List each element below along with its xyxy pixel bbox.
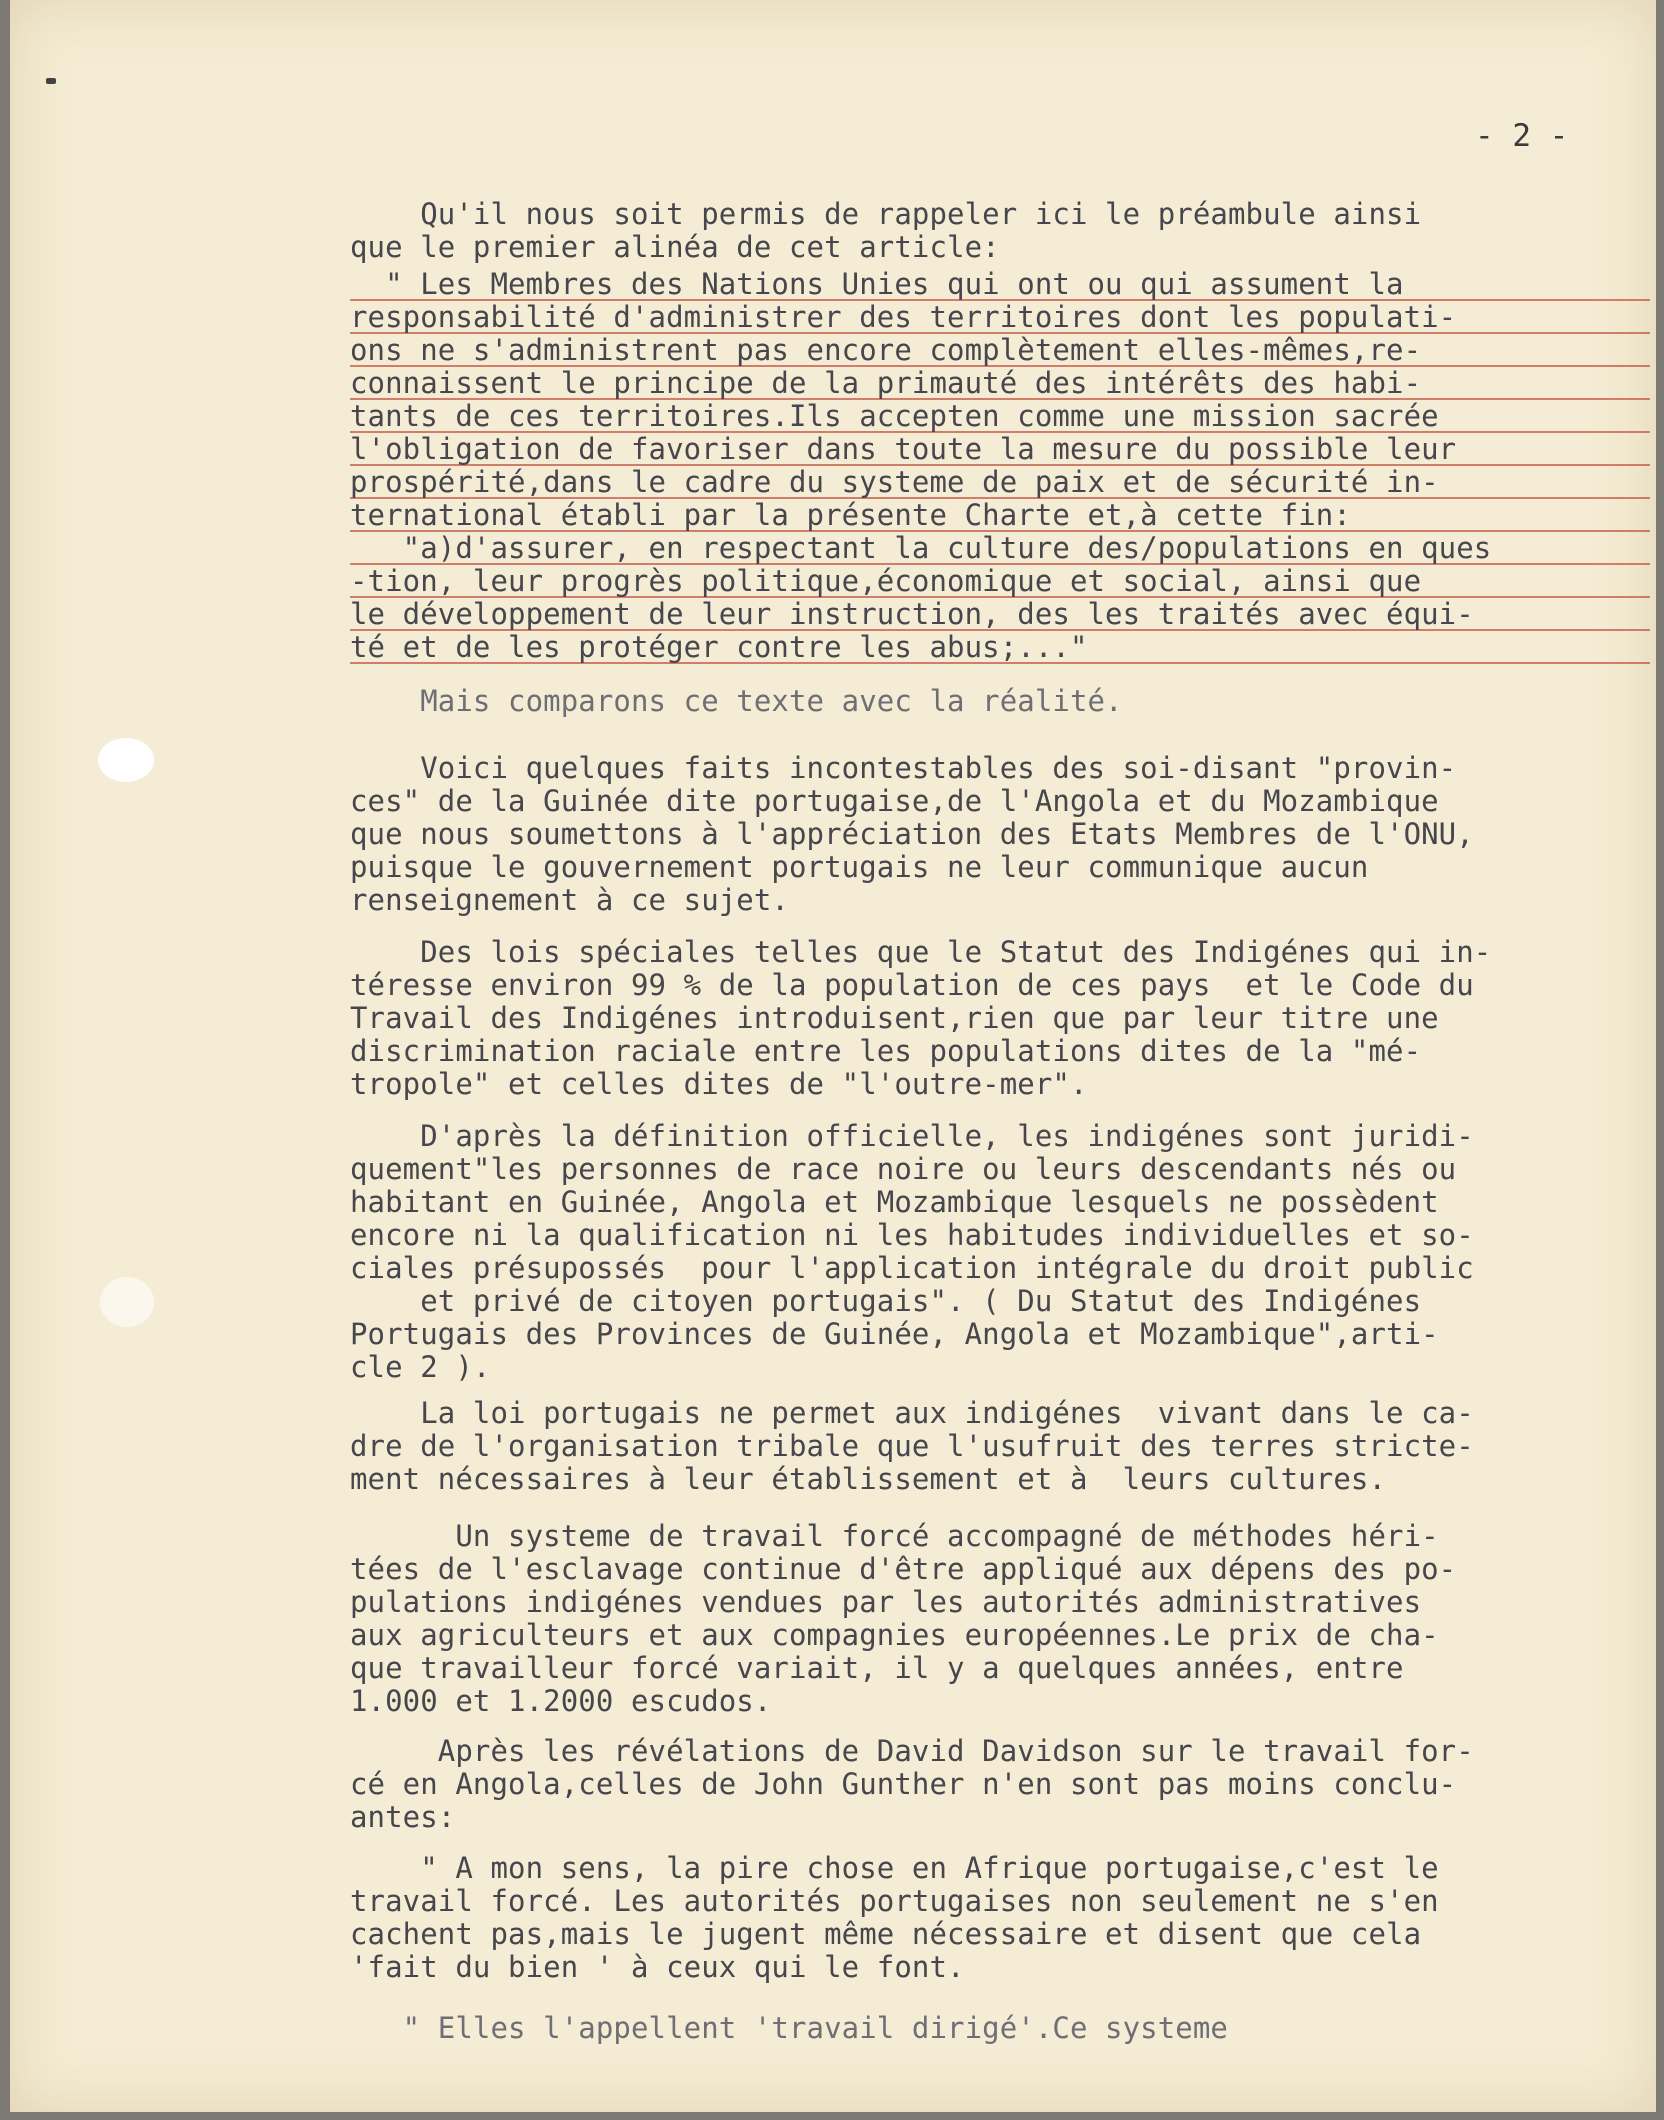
- text-line: ternational établi par la présente Charte et,à cette fin:: [350, 499, 1650, 532]
- text-line: que nous soumettons à l'appréciation des Etats Membres de l'ONU,: [350, 817, 1474, 851]
- paragraph-forced-labour: [350, 1520, 1650, 1718]
- text-line: D'après la définition officielle, les indigénes sont juridi-: [350, 1119, 1474, 1153]
- text-line: cachent pas,mais le jugent même nécessaire et disent que cela: [350, 1917, 1422, 1951]
- punch-hole: [100, 1277, 154, 1327]
- text-line: Portugais des Provinces de Guinée, Angola et Mozambique",arti-: [350, 1317, 1439, 1351]
- text-line: habitant en Guinée, Angola et Mozambique lesquels ne possèdent: [350, 1185, 1439, 1219]
- text-line: tées de l'esclavage continue d'être appliqué aux dépens des po-: [350, 1552, 1457, 1586]
- text-line: -tion, leur progrès politique,économique et social, ainsi que: [350, 565, 1650, 598]
- ink-mark: [46, 78, 56, 84]
- text-line: cé en Angola,celles de John Gunther n'en sont pas moins conclu-: [350, 1767, 1457, 1801]
- text-line: quement"les personnes de race noire ou leurs descendants nés ou: [350, 1152, 1457, 1186]
- text-line: cle 2 ).: [350, 1350, 491, 1384]
- text-line: téresse environ 99 % de la population de ces pays et le Code du: [350, 968, 1474, 1002]
- text-line: travail forcé. Les autorités portugaises non seulement ne s'en: [350, 1884, 1439, 1918]
- paragraph-definition: [350, 1120, 1650, 1384]
- text-line: " A mon sens, la pire chose en Afrique portugaise,c'est le: [350, 1851, 1439, 1885]
- text-line: antes:: [350, 1800, 456, 1834]
- text-line: aux agriculteurs et aux compagnies européennes.Le prix de cha-: [350, 1618, 1439, 1652]
- text-line: " Elles l'appellent 'travail dirigé'.Ce systeme: [350, 2011, 1228, 2045]
- paragraph-compare: [350, 685, 1650, 718]
- text-line: pulations indigénes vendues par les autorités administratives: [350, 1585, 1422, 1619]
- text-line: connaissent le principe de la primauté des intérêts des habi-: [350, 367, 1650, 400]
- text-line: "a)d'assurer, en respectant la culture des/populations en ques: [350, 532, 1650, 565]
- text-line: dre de l'organisation tribale que l'usufruit des terres stricte-: [350, 1429, 1474, 1463]
- text-line: encore ni la qualification ni les habitudes individuelles et so-: [350, 1218, 1474, 1252]
- text-line: ciales présupossés pour l'application intégrale du droit public: [350, 1251, 1474, 1285]
- text-line: l'obligation de favoriser dans toute la mesure du possible leur: [350, 433, 1650, 466]
- paragraph-davidson: [350, 1735, 1650, 1834]
- paragraph-facts: [350, 752, 1650, 917]
- punch-hole: [98, 738, 154, 782]
- paragraph-land: [350, 1397, 1650, 1496]
- charter-quote: [350, 268, 1650, 664]
- text-line: responsabilité d'administrer des territoires dont les populati-: [350, 301, 1650, 334]
- text-line: ment nécessaires à leur établissement et à leurs cultures.: [350, 1462, 1387, 1496]
- paragraph-closing: [350, 2012, 1650, 2045]
- text-line: La loi portugais ne permet aux indigénes vivant dans le ca-: [350, 1396, 1474, 1430]
- text-line: Un systeme de travail forcé accompagné de méthodes héri-: [350, 1519, 1439, 1553]
- paragraph-laws: [350, 936, 1650, 1101]
- text-line: 1.000 et 1.2000 escudos.: [350, 1684, 772, 1718]
- text-line: tants de ces territoires.Ils accepten comme une mission sacrée: [350, 400, 1650, 433]
- text-line: " Les Membres des Nations Unies qui ont ou qui assument la: [350, 268, 1650, 301]
- text-line: Mais comparons ce texte avec la réalité.: [350, 684, 1123, 718]
- text-line: Après les révélations de David Davidson sur le travail for-: [350, 1734, 1474, 1768]
- text-line: ons ne s'administrent pas encore complètement elles-mêmes,re-: [350, 334, 1650, 367]
- text-line: 'fait du bien ' à ceux qui le font.: [350, 1950, 965, 1984]
- text-line: Qu'il nous soit permis de rappeler ici le préambule ainsi: [350, 197, 1422, 231]
- text-line: renseignement à ce sujet.: [350, 883, 789, 917]
- text-line: té et de les protéger contre les abus;...": [350, 631, 1650, 664]
- text-line: ces" de la Guinée dite portugaise,de l'Angola et du Mozambique: [350, 784, 1439, 818]
- text-line: discrimination raciale entre les populations dites de la "mé-: [350, 1034, 1422, 1068]
- text-line: Travail des Indigénes introduisent,rien que par leur titre une: [350, 1001, 1439, 1035]
- gunther-quote: [350, 1852, 1650, 1984]
- text-line: que le premier alinéa de cet article:: [350, 230, 1000, 264]
- text-line: tropole" et celles dites de "l'outre-mer".: [350, 1067, 1088, 1101]
- text-line: puisque le gouvernement portugais ne leur communique aucun: [350, 850, 1369, 884]
- text-line: que travailleur forcé variait, il y a quelques années, entre: [350, 1651, 1404, 1685]
- text-line: Voici quelques faits incontestables des soi-disant "provin-: [350, 751, 1457, 785]
- page-number: - 2 -: [1475, 118, 1569, 154]
- text-line: prospérité,dans le cadre du systeme de paix et de sécurité in-: [350, 466, 1650, 499]
- text-line: le développement de leur instruction, des les traités avec équi-: [350, 598, 1650, 631]
- text-line: Des lois spéciales telles que le Statut des Indigénes qui in-: [350, 935, 1492, 969]
- document-page: [10, 0, 1656, 2112]
- text-line: et privé de citoyen portugais". ( Du Statut des Indigénes: [350, 1284, 1422, 1318]
- paragraph-intro: [350, 198, 1650, 264]
